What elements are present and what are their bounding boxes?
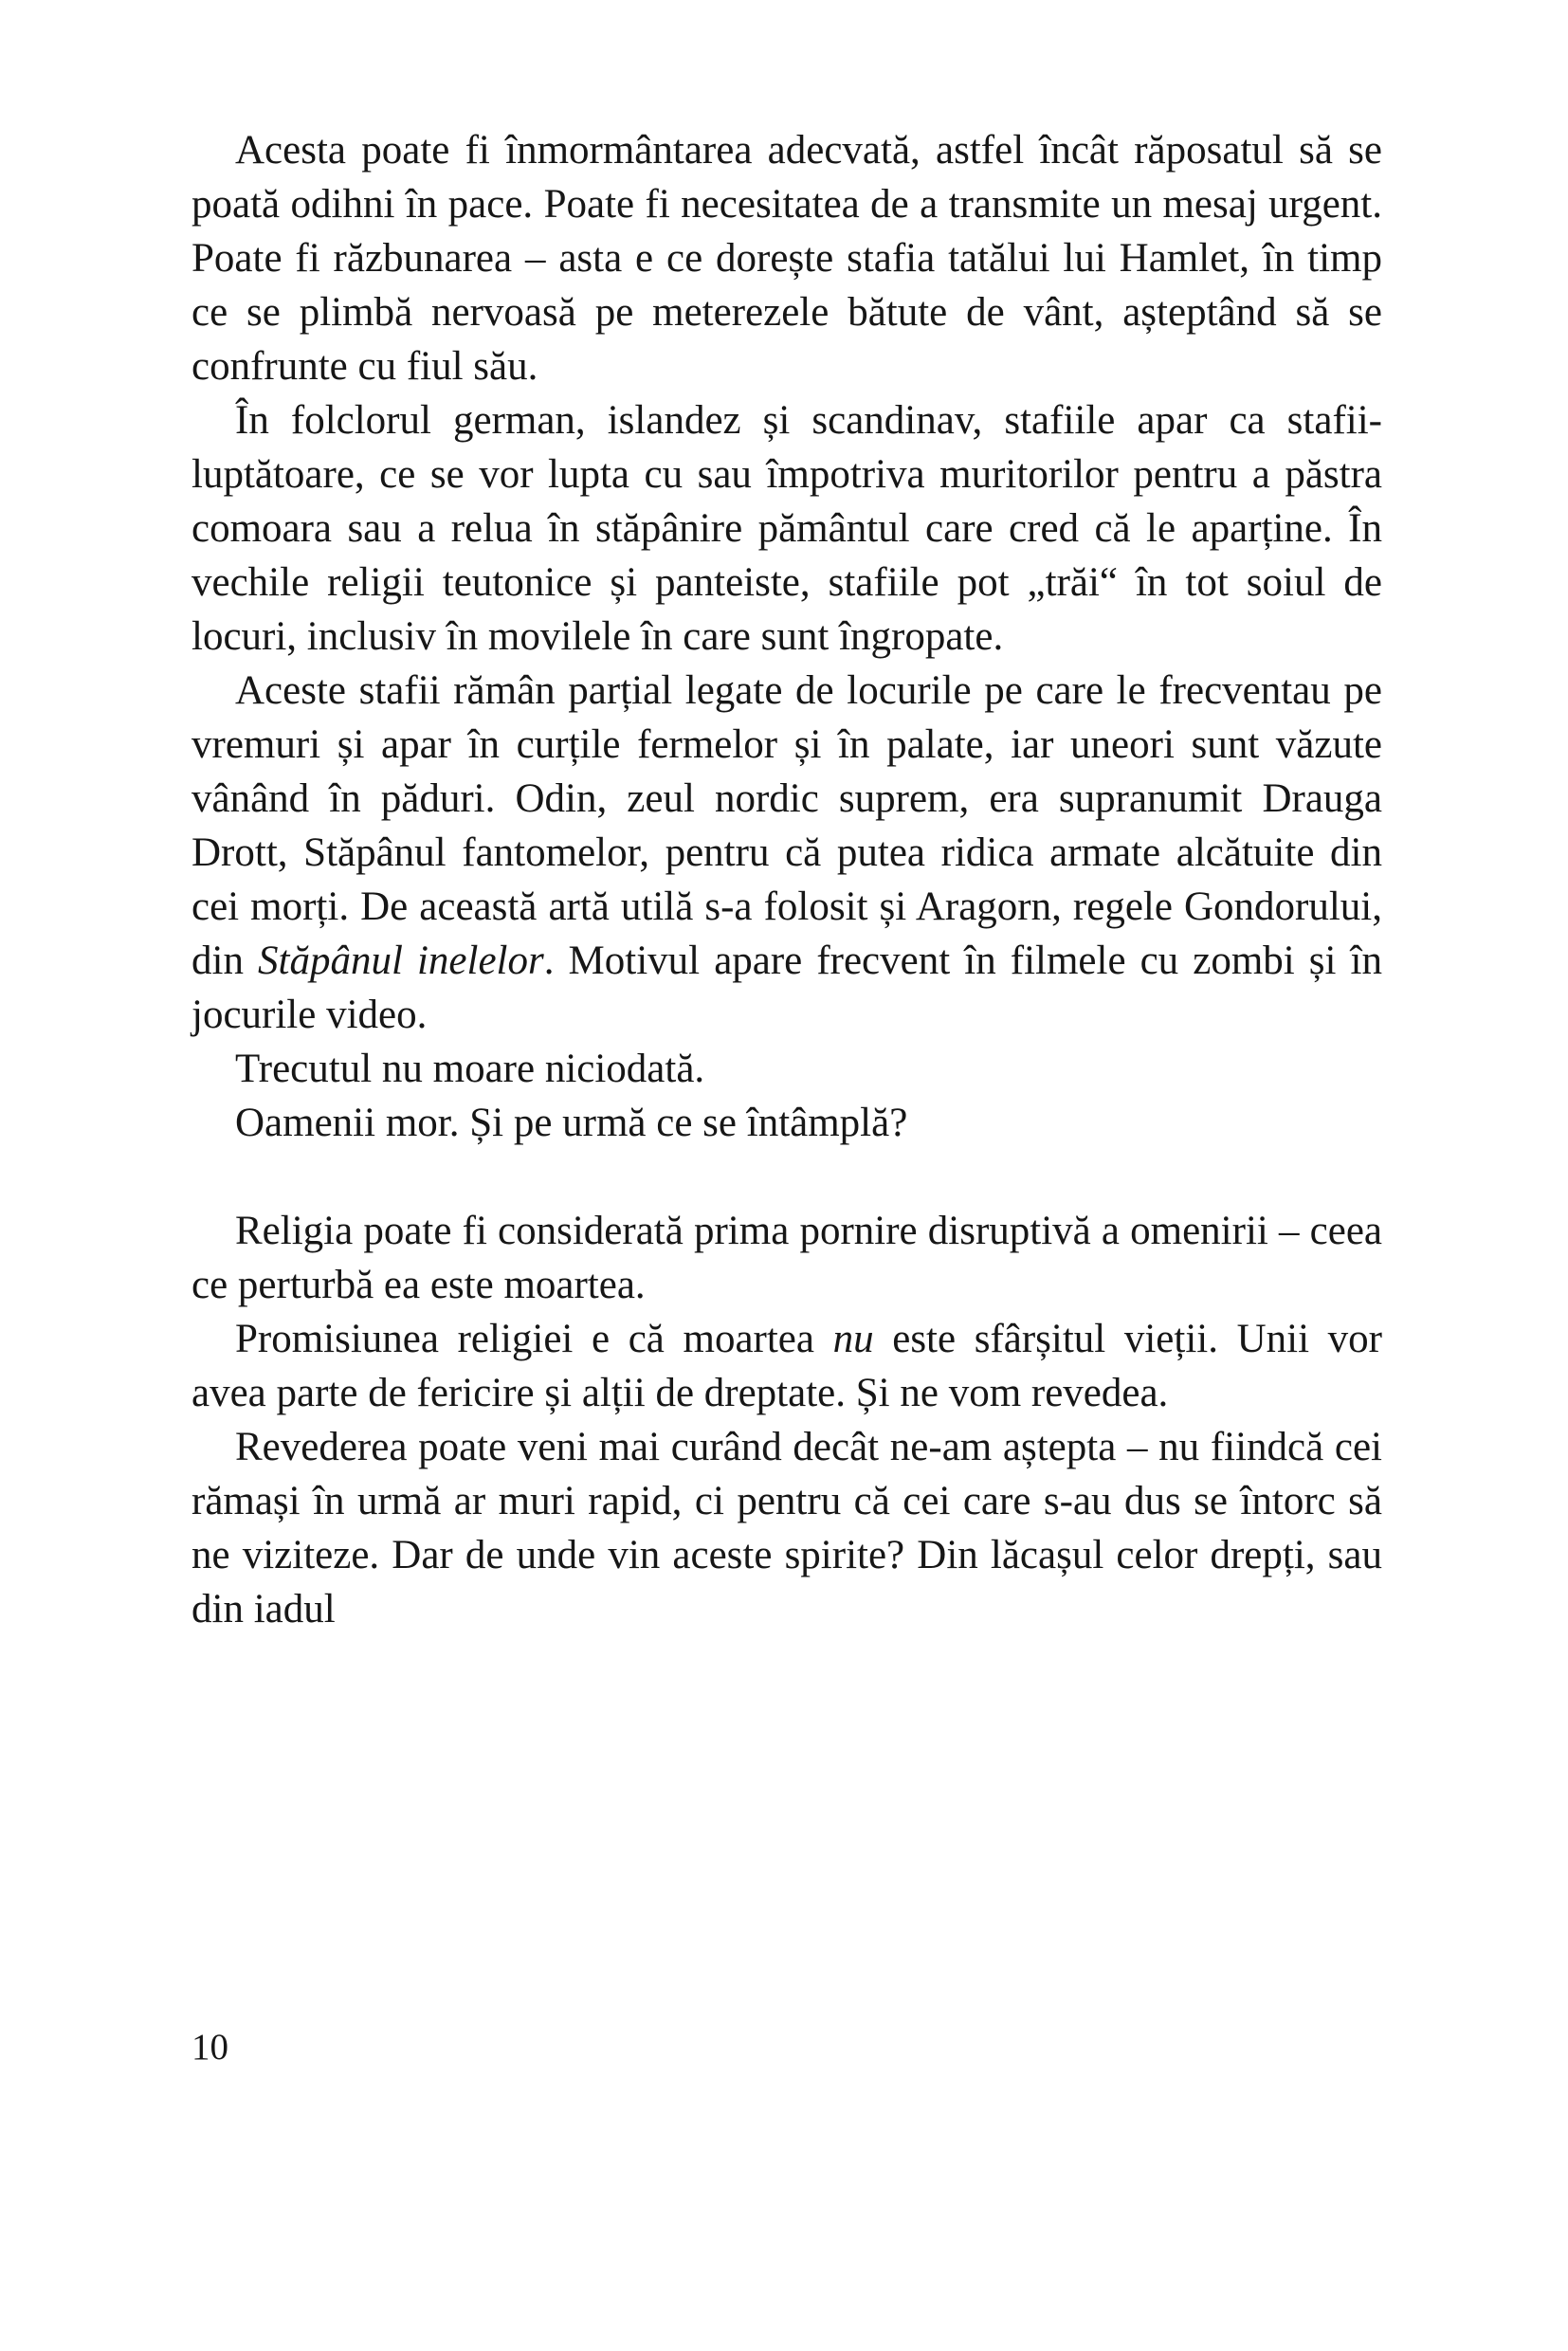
page-number: 10 <box>191 2027 228 2068</box>
text-segment: . Motivul apare frecvent în filmele cu zombi și în jocurile video. <box>191 939 1382 1037</box>
text-segment: În folclorul german, islandez și scandinav, stafiile apar ca stafii-luptătoare, ce se vor lupta cu sau împotriva muritorilor pentru a păstra comoara sau a relua în stăpânire pământul care cred că le aparține. În vechile religii teutonice și panteiste, stafiile pot „trăi“ în tot soiul de locuri, inclusiv în movilele în care sunt îngropate. <box>191 398 1382 659</box>
text-segment: Revederea poate veni mai curând decât ne-am aștepta – nu fiindcă cei rămași în urmă ar muri rapid, ci pentru că cei care s-au dus se întorc să ne viziteze. Dar de unde vin aceste spirite? Din lăcașul celor drepți, sau din iadul <box>191 1425 1382 1631</box>
paragraph <box>191 1204 1382 1312</box>
text-segment: Acesta poate fi înmormântarea adecvată, astfel încât răposatul să se poată odihni în pace. Poate fi necesitatea de a transmite un mesaj urgent. Poate fi răzbunarea – asta e ce dorește stafia tatălui lui Hamlet, în timp ce se plimbă nervoasă pe meterezele bătute de vânt, așteptând să se confrunte cu fiul său. <box>191 128 1382 389</box>
text-segment: Promisiunea religiei e că moartea <box>235 1317 833 1361</box>
text-segment: Religia poate fi considerată prima pornire disruptivă a omenirii – ceea ce perturbă ea este moartea. <box>191 1209 1382 1307</box>
paragraph <box>191 1420 1382 1636</box>
text-segment: Oamenii mor. Și pe urmă ce se întâmplă? <box>235 1101 908 1145</box>
paragraph <box>191 393 1382 664</box>
paragraph <box>191 664 1382 1042</box>
italic-text-segment: Stăpânul inelelor <box>258 939 544 983</box>
paragraph <box>191 1042 1382 1096</box>
paragraph <box>191 1096 1382 1150</box>
text-segment: Aceste stafii rămân parțial legate de locurile pe care le frecventau pe vremuri și apar în curțile fermelor și în palate, iar uneori sunt văzute vânând în păduri. Odin, zeul nordic suprem, era supranumit Drauga Drott, Stăpânul fantomelor, pentru că putea ridica armate alcătuite din cei morți. De această artă utilă s-a folosit și Aragorn, regele Gondorului, din <box>191 668 1382 983</box>
text-segment: Trecutul nu moare niciodată. <box>235 1047 705 1091</box>
paragraph <box>191 1312 1382 1420</box>
italic-text-segment: nu <box>832 1317 874 1361</box>
paragraph <box>191 123 1382 393</box>
text-block <box>191 123 1382 1636</box>
text-segment: este sfârșitul vieții. Unii vor avea parte de fericire și alții de dreptate. Și ne vom revedea. <box>191 1317 1382 1415</box>
